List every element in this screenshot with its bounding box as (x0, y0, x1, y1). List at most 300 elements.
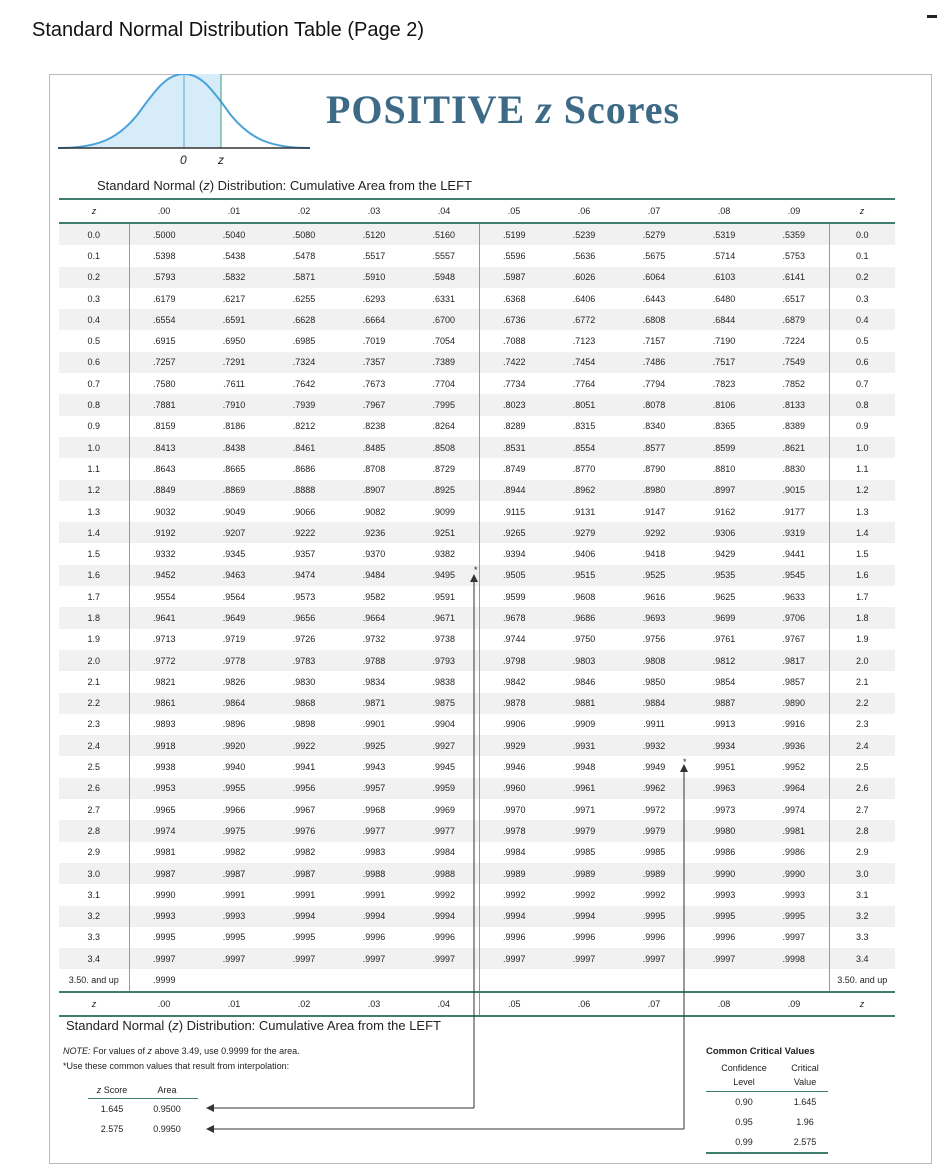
table-cell: .9997 (222, 953, 246, 964)
table-cell: .9418 (642, 549, 666, 560)
table-cell: .8643 (152, 463, 176, 474)
interp-row: 1.645 0.9500 (100, 1104, 181, 1114)
row-z: 3.2 (59, 906, 129, 927)
table-cell: .9993 (759, 884, 829, 905)
row-z: 0.5 (855, 336, 869, 347)
table-cell: .7019 (362, 336, 386, 347)
table-cell: .8438 (222, 442, 246, 453)
table-cell: .8810 (712, 463, 736, 474)
table-cell: .9989 (642, 868, 666, 879)
table-cell: .9625 (712, 591, 736, 602)
table-cell: .8665 (222, 463, 246, 474)
row-z: 1.0 (855, 442, 869, 453)
table-cell: .6064 (642, 272, 666, 283)
table-cell: .9265 (502, 527, 526, 538)
table-cell: .9564 (222, 591, 246, 602)
table-cell: .9988 (409, 863, 479, 884)
table-cell: .6406 (572, 293, 596, 304)
table-cell: .5438 (222, 250, 246, 261)
table-cell: .8599 (712, 442, 736, 453)
table-cell: .9960 (502, 783, 526, 794)
table-cell: .7794 (642, 378, 666, 389)
table-cell: .9525 (642, 570, 666, 581)
table-cell: .9970 (502, 804, 526, 815)
row-z: 1.5 (855, 549, 869, 560)
table-cell: .9938 (152, 762, 176, 773)
star-marker: * (474, 565, 478, 575)
footer-col-08: .08 (689, 992, 759, 1016)
table-cell: .9987 (222, 868, 246, 879)
table-cell: .6255 (292, 293, 316, 304)
table-cell: .9994 (362, 911, 386, 922)
table-cell: .9878 (502, 698, 526, 709)
row-z: 1.8 (855, 612, 869, 623)
table-cell: .9995 (222, 932, 246, 943)
table-cell: .5160 (409, 223, 479, 245)
table-cell: .9236 (362, 527, 386, 538)
table-cell: .7642 (292, 378, 316, 389)
table-cell: .9996 (572, 932, 596, 943)
row-z: 2.5 (855, 762, 869, 773)
row-z: 1.4 (59, 522, 129, 543)
table-cell: .9719 (222, 634, 246, 645)
table-cell: .7224 (759, 330, 829, 351)
table-cell: .9671 (409, 607, 479, 628)
table-cell: .9505 (502, 570, 526, 581)
footer-z-label: z (59, 992, 129, 1016)
table-cell: .8962 (572, 485, 596, 496)
table-cell: .9162 (712, 506, 736, 517)
curve-label-zero: 0 (180, 153, 187, 167)
table-cell: .8944 (502, 485, 526, 496)
row-z: 2.7 (855, 804, 869, 815)
table-cell: .9115 (503, 506, 526, 517)
table-cell: .5120 (362, 229, 386, 240)
table-cell: .8485 (362, 442, 386, 453)
table-cell: .5675 (642, 250, 666, 261)
table-cell: .8729 (409, 458, 479, 479)
table-cell: .9826 (222, 676, 246, 687)
table-cell: .5948 (409, 267, 479, 288)
table-cell: .9989 (572, 868, 596, 879)
table-cell: .9608 (572, 591, 596, 602)
table-cell: .6103 (712, 272, 736, 283)
table-cell: .9633 (759, 586, 829, 607)
row-z: 0.9 (59, 416, 129, 437)
table-cell: .9452 (152, 570, 176, 581)
table-cell: .9992 (502, 889, 526, 900)
table-cell: .9906 (502, 719, 526, 730)
table-cell: .9131 (572, 506, 596, 517)
table-cell: .9649 (222, 612, 246, 623)
row-z: 0.7 (59, 373, 129, 394)
table-cell: .9973 (712, 804, 736, 815)
table-cell: .7157 (642, 336, 666, 347)
table-cell: .7257 (152, 357, 176, 368)
table-cell: .9909 (572, 719, 596, 730)
table-cell: .7673 (362, 378, 386, 389)
table-subtitle-top: Standard Normal (z) Distribution: Cumulative Area from the LEFT (97, 178, 472, 193)
table-cell: .9495 (409, 565, 479, 586)
table-cell: .5319 (712, 229, 736, 240)
table-cell: .9966 (222, 804, 246, 815)
table-cell: .9964 (759, 778, 829, 799)
table-cell: .9887 (712, 698, 736, 709)
table-cell: .6443 (642, 293, 666, 304)
table-cell: .9995 (759, 906, 829, 927)
footer-z-label: z (829, 992, 895, 1016)
table-cell: .6736 (502, 314, 526, 325)
critical-values-title: Common Critical Values (706, 1046, 815, 1057)
table-cell: .5596 (502, 250, 526, 261)
table-cell: .9986 (759, 842, 829, 863)
table-cell: .9934 (712, 740, 736, 751)
row-z: 2.4 (59, 735, 129, 756)
table-cell: .9319 (759, 522, 829, 543)
interp-header-score: z Score (88, 1082, 136, 1099)
table-cell: .7054 (409, 330, 479, 351)
row-z: 1.8 (59, 607, 129, 628)
table-cell: .9991 (362, 889, 386, 900)
table-cell: .9957 (362, 783, 386, 794)
header-col-06: .06 (549, 199, 619, 223)
row-z: 3.0 (855, 868, 869, 879)
table-cell: .9554 (152, 591, 176, 602)
row-z: 3.1 (59, 884, 129, 905)
header-col-04: .04 (409, 199, 479, 223)
row-z: 3.3 (59, 927, 129, 948)
table-cell: .9990 (759, 863, 829, 884)
table-cell: .9678 (502, 612, 526, 623)
table-cell: .9971 (572, 804, 596, 815)
row-z: 2.3 (59, 714, 129, 735)
table-cell: .7291 (222, 357, 246, 368)
table-cell: .9192 (152, 527, 176, 538)
table-cell: .9793 (409, 650, 479, 671)
table-cell: .9932 (642, 740, 666, 751)
table-cell: .9955 (222, 783, 246, 794)
table-cell: .9854 (712, 676, 736, 687)
table-cell: .9767 (759, 629, 829, 650)
row-z: 1.4 (855, 527, 869, 538)
table-cell: .9997 (502, 953, 526, 964)
row-z: 3.2 (855, 911, 869, 922)
table-cell: .8315 (572, 421, 596, 432)
table-cell: .9990 (152, 889, 176, 900)
table-cell: .9616 (642, 591, 666, 602)
table-cell: .9345 (222, 549, 246, 560)
table-cell: .9980 (712, 825, 736, 836)
table-cell: .5239 (572, 229, 596, 240)
table-cell: .9979 (642, 825, 666, 836)
table-cell: .5279 (642, 229, 666, 240)
table-cell: .8531 (502, 442, 526, 453)
table-cell: .9292 (642, 527, 666, 538)
row-z: 3.4 (855, 953, 869, 964)
table-cell: .8078 (642, 400, 666, 411)
note-line: NOTE: For values of z above 3.49, use 0.9999 for the area. (63, 1046, 300, 1056)
table-cell: .9896 (222, 719, 246, 730)
table-cell: .6915 (152, 336, 176, 347)
table-cell: .9726 (292, 634, 316, 645)
table-cell: .7611 (223, 378, 245, 389)
row-z: 0.4 (59, 309, 129, 330)
table-cell: .8264 (409, 416, 479, 437)
table-cell: .9803 (572, 655, 596, 666)
row-z: 2.2 (855, 698, 869, 709)
table-cell: .9306 (712, 527, 736, 538)
table-cell: .9992 (642, 889, 666, 900)
table-cell: .8980 (642, 485, 666, 496)
table-cell: .9893 (152, 719, 176, 730)
row-z: 1.2 (855, 485, 869, 496)
table-cell: .6217 (222, 293, 246, 304)
table-cell: .7123 (572, 336, 596, 347)
row-z: 0.1 (59, 245, 129, 266)
row-z: 1.1 (855, 463, 869, 474)
table-cell: .9904 (409, 714, 479, 735)
table-cell: .9977 (409, 820, 479, 841)
table-cell: .9948 (572, 762, 596, 773)
table-cell: .9993 (152, 911, 176, 922)
row-z: 2.6 (855, 783, 869, 794)
table-cell: .9975 (222, 825, 246, 836)
table-cell: .9251 (409, 522, 479, 543)
table-cell: .7823 (712, 378, 736, 389)
row-z: 0.4 (855, 314, 869, 325)
table-cell: .9996 (712, 932, 736, 943)
table-cell: .7454 (572, 357, 596, 368)
table-cell: .8907 (362, 485, 386, 496)
table-cell: .9982 (222, 847, 246, 858)
table-cell: .9868 (292, 698, 316, 709)
table-cell: .9788 (362, 655, 386, 666)
table-cell: .9279 (572, 527, 596, 538)
table-cell: .9994 (409, 906, 479, 927)
table-cell: .9599 (502, 591, 526, 602)
table-cell: .9997 (712, 953, 736, 964)
row-z: 1.7 (855, 591, 869, 602)
table-cell: .9977 (362, 825, 386, 836)
table-cell: .9994 (572, 911, 596, 922)
footer-col-00: .00 (129, 992, 199, 1016)
table-cell: .8686 (292, 463, 316, 474)
row-z: 2.8 (855, 825, 869, 836)
row-z: 1.9 (59, 629, 129, 650)
table-cell: .9997 (642, 953, 666, 964)
table-cell: .9997 (409, 948, 479, 969)
table-cell: .6772 (572, 314, 596, 325)
table-cell: .8830 (759, 458, 829, 479)
table-cell: .9981 (759, 820, 829, 841)
table-cell: .6700 (409, 309, 479, 330)
row-z: 2.0 (855, 655, 869, 666)
table-cell: .8186 (222, 421, 246, 432)
header-col-07: .07 (619, 199, 689, 223)
critical-row: 0.99 2.575 (706, 1132, 828, 1153)
table-cell: .8389 (759, 416, 829, 437)
table-cell: .9884 (642, 698, 666, 709)
critical-row: 0.95 1.96 (735, 1117, 814, 1127)
table-cell: .6808 (642, 314, 666, 325)
header-col-02: .02 (269, 199, 339, 223)
table-cell: .7910 (222, 400, 246, 411)
table-cell: .9370 (362, 549, 386, 560)
footer-col-02: .02 (269, 992, 339, 1016)
note-interpolation: *Use these common values that result from interpolation: (63, 1061, 290, 1071)
critical-values-table: Confidence Critical Level Value 0.90 1.645 0.95 1.96 0.99 2.575 (706, 1061, 828, 1154)
header-z-label: z (829, 199, 895, 223)
row-z: 0.0 (59, 223, 129, 245)
table-cell: .9968 (362, 804, 386, 815)
table-cell: .6554 (152, 314, 176, 325)
table-cell: .9913 (712, 719, 736, 730)
table-cell: .9996 (642, 932, 666, 943)
row-z: 2.9 (855, 847, 869, 858)
table-cell: .9817 (759, 650, 829, 671)
table-cell: .9830 (292, 676, 316, 687)
table-cell: .5199 (502, 229, 526, 240)
table-cell: .9744 (502, 634, 526, 645)
table-cell: .9656 (292, 612, 316, 623)
table-cell: .9992 (409, 884, 479, 905)
table-cell: .8708 (362, 463, 386, 474)
table-cell: .8023 (502, 400, 526, 411)
header-col-09: .09 (759, 199, 829, 223)
table-cell: .9881 (572, 698, 596, 709)
footer-col-06: .06 (549, 992, 619, 1016)
table-cell: .6141 (759, 267, 829, 288)
table-cell: .9997 (759, 927, 829, 948)
table-cell: .9982 (292, 847, 316, 858)
table-cell: .8212 (292, 421, 316, 432)
table-cell: .9956 (292, 783, 316, 794)
table-cell: .5753 (759, 245, 829, 266)
table-cell: .9332 (152, 549, 176, 560)
row-z: 1.6 (855, 570, 869, 581)
table-cell: .9920 (222, 740, 246, 751)
table-cell: .7088 (502, 336, 526, 347)
table-cell: .9706 (759, 607, 829, 628)
table-cell: .5040 (222, 229, 246, 240)
table-cell: .9969 (409, 799, 479, 820)
table-cell: .7549 (759, 352, 829, 373)
table-cell: .7486 (642, 357, 666, 368)
row-z: 2.2 (59, 693, 129, 714)
row-z: 0.7 (855, 378, 869, 389)
table-cell: .9993 (712, 889, 736, 900)
table-cell: .9945 (409, 756, 479, 777)
table-cell: .8621 (759, 437, 829, 458)
row-z: 0.6 (59, 352, 129, 373)
footer-col-01: .01 (199, 992, 269, 1016)
table-cell: .9890 (759, 693, 829, 714)
table-cell: .9846 (572, 676, 596, 687)
table-cell: .9997 (362, 953, 386, 964)
table-cell: .9965 (152, 804, 176, 815)
table-cell: .9994 (502, 911, 526, 922)
row-z: 0.5 (59, 330, 129, 351)
footer-col-05: .05 (479, 992, 549, 1016)
table-cell: .6368 (502, 293, 526, 304)
table-cell: .9940 (222, 762, 246, 773)
table-cell: .9750 (572, 634, 596, 645)
table-cell: .9032 (152, 506, 176, 517)
row-z: 0.0 (855, 229, 869, 240)
row-z: 1.5 (59, 543, 129, 564)
row-z: 3.4 (59, 948, 129, 969)
table-cell: .8790 (642, 463, 666, 474)
table-cell: .9997 (572, 953, 596, 964)
table-cell: .9783 (292, 655, 316, 666)
table-cell: .9918 (152, 740, 176, 751)
table-cell: .9582 (362, 591, 386, 602)
table-cell: .8997 (712, 485, 736, 496)
table-cell: .9986 (712, 847, 736, 858)
table-cell: .9738 (409, 629, 479, 650)
row-z: 1.2 (59, 480, 129, 501)
interp-row: 2.575 0.9950 (100, 1124, 181, 1134)
table-cell: .5871 (292, 272, 316, 283)
row-z: 3.3 (855, 932, 869, 943)
table-cell: .9981 (152, 847, 176, 858)
row-z: 0.1 (855, 250, 869, 261)
table-cell: .9952 (759, 756, 829, 777)
table-cell: .9857 (759, 671, 829, 692)
row-z: 0.3 (59, 288, 129, 309)
table-cell: .8133 (759, 394, 829, 415)
table-cell: .6950 (222, 336, 246, 347)
table-cell: .9995 (712, 911, 736, 922)
table-cell: .9861 (152, 698, 176, 709)
table-cell: .9207 (222, 527, 246, 538)
row-z: 2.9 (59, 842, 129, 863)
row-z: 1.3 (59, 501, 129, 522)
header-col-00: .00 (129, 199, 199, 223)
table-cell: .9484 (362, 570, 386, 581)
table-cell: .9699 (712, 612, 736, 623)
table-cell: .9996 (502, 932, 526, 943)
table-cell: .9941 (292, 762, 316, 773)
table-cell: .9922 (292, 740, 316, 751)
table-cell: .7764 (572, 378, 596, 389)
table-cell: .9864 (222, 698, 246, 709)
table-cell: .7734 (502, 378, 526, 389)
row-z: 3.0 (59, 863, 129, 884)
table-cell: .6331 (409, 288, 479, 309)
table-cell: .9842 (502, 676, 526, 687)
table-cell: .7580 (152, 378, 176, 389)
table-cell: .9991 (222, 889, 246, 900)
row-z: 3.50. and up (837, 975, 888, 986)
table-cell: .5517 (362, 250, 386, 261)
table-cell: .9989 (502, 868, 526, 879)
table-cell: .9761 (712, 634, 736, 645)
table-cell: .7357 (362, 357, 386, 368)
table-cell: .7517 (712, 357, 736, 368)
table-cell: .9987 (152, 868, 176, 879)
table-cell: .9978 (502, 825, 526, 836)
table-cell: .7704 (409, 373, 479, 394)
table-cell: .8106 (712, 400, 736, 411)
table-cell: .9850 (642, 676, 666, 687)
table-cell: .9778 (222, 655, 246, 666)
table-cell: .9222 (292, 527, 316, 538)
header-col-01: .01 (199, 199, 269, 223)
table-cell: .5714 (712, 250, 736, 261)
table-cell: .9925 (362, 740, 386, 751)
table-cell: .6480 (712, 293, 736, 304)
